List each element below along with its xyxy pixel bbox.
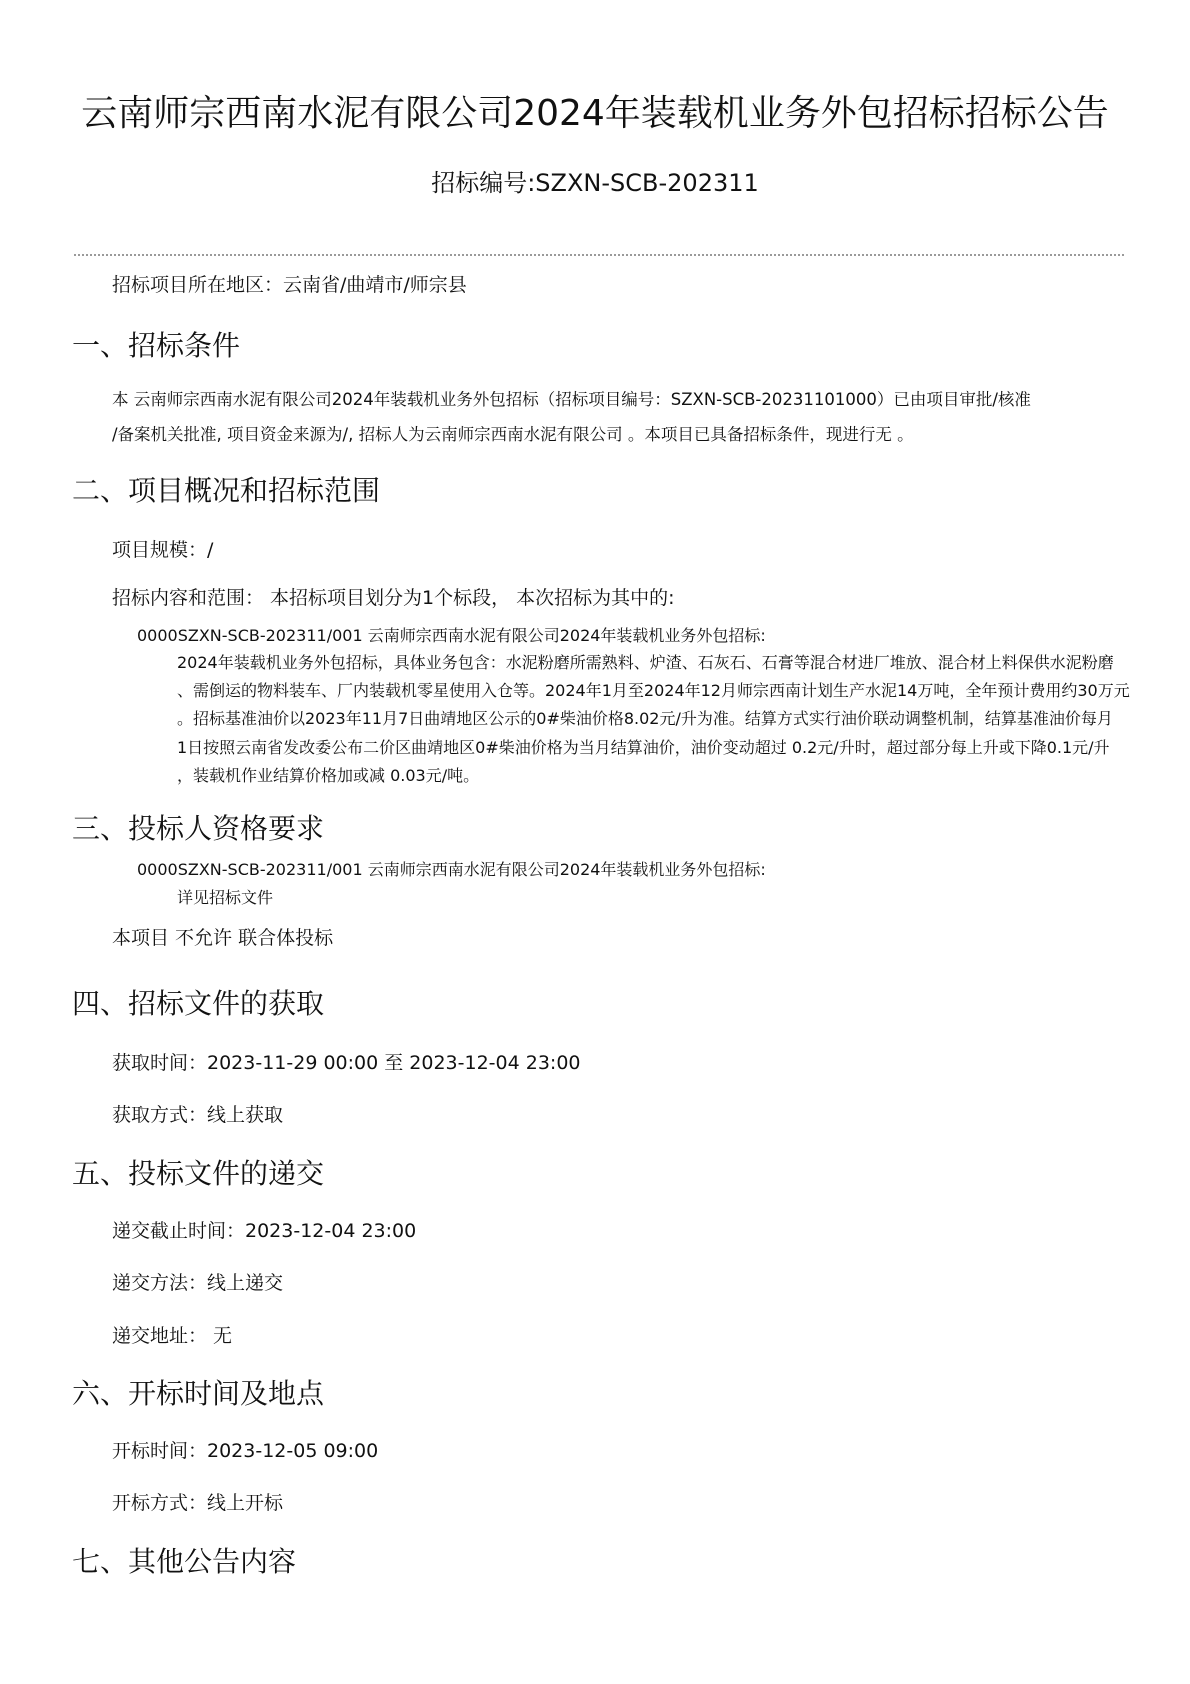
lot-line: 0000SZXN-SCB-202311/001 云南师宗西南水泥有限公司2024年装载机业务外包招标: (137, 626, 766, 645)
scope-detail-line: 、需倒运的物料装车、厂内装载机零星使用入仓等。2024年1月至2024年12月师宗西南计划生产水泥14万吨，全年预计费用约30万元 (177, 681, 1130, 700)
section-heading-document-acquisition: 四、招标文件的获取 (72, 987, 325, 1020)
section-heading-bid-conditions: 一、招标条件 (72, 329, 241, 362)
scope-detail-line: ，装载机作业结算价格加或减 0.03元/吨。 (177, 766, 480, 785)
opening-time: 开标时间：2023-12-05 09:00 (112, 1440, 379, 1462)
bid-conditions-line: /备案机关批准, 项目资金来源为/, 招标人为云南师宗西南水泥有限公司 。本项目已具备招标条件，现进行无 。 (112, 425, 914, 444)
acquisition-time: 获取时间：2023-11-29 00:00 至 2023-12-04 23:00 (112, 1052, 581, 1074)
scope-intro: 招标内容和范围： 本招标项目划分为1个标段， 本次招标为其中的: (112, 587, 675, 609)
consortium-note: 本项目 不允许 联合体投标 (112, 927, 334, 949)
page-title: 云南师宗西南水泥有限公司2024年装载机业务外包招标招标公告 (81, 93, 1109, 134)
section-heading-project-overview: 二、项目概况和招标范围 (72, 474, 381, 507)
project-scale: 项目规模：/ (112, 539, 214, 561)
submission-deadline: 递交截止时间：2023-12-04 23:00 (112, 1220, 417, 1242)
acquisition-method: 获取方式：线上获取 (112, 1104, 284, 1126)
dotted-divider (74, 254, 1124, 256)
section-heading-bidder-qualification: 三、投标人资格要求 (72, 812, 325, 845)
scope-detail-line: 。招标基准油价以2023年11月7日曲靖地区公示的0#柴油价格8.02元/升为准。结算方式实行油价联动调整机制，结算基准油价每月 (177, 709, 1113, 728)
section-heading-bid-submission: 五、投标文件的递交 (72, 1157, 325, 1190)
opening-method: 开标方式：线上开标 (112, 1492, 284, 1514)
lot-line: 0000SZXN-SCB-202311/001 云南师宗西南水泥有限公司2024年装载机业务外包招标: (137, 860, 766, 879)
section-heading-bid-opening: 六、开标时间及地点 (72, 1377, 325, 1410)
qualification-detail: 详见招标文件 (177, 888, 274, 907)
project-region: 招标项目所在地区：云南省/曲靖市/师宗县 (112, 274, 467, 296)
bid-conditions-line: 本 云南师宗西南水泥有限公司2024年装载机业务外包招标（招标项目编号：SZXN-SCB-20231101000）已由项目审批/核准 (112, 390, 1031, 409)
submission-address: 递交地址： 无 (112, 1325, 233, 1347)
scope-detail-line: 2024年装载机业务外包招标，具体业务包含：水泥粉磨所需熟料、炉渣、石灰石、石膏等混合材进厂堆放、混合材上料保供水泥粉磨 (177, 653, 1114, 672)
scope-detail-line: 1日按照云南省发改委公布二价区曲靖地区0#柴油价格为当月结算油价，油价变动超过 0.2元/升时，超过部分每上升或下降0.1元/升 (177, 738, 1110, 757)
section-heading-other-content: 七、其他公告内容 (72, 1545, 297, 1578)
submission-method: 递交方法：线上递交 (112, 1272, 284, 1294)
bid-code: 招标编号:SZXN-SCB-202311 (431, 169, 759, 197)
